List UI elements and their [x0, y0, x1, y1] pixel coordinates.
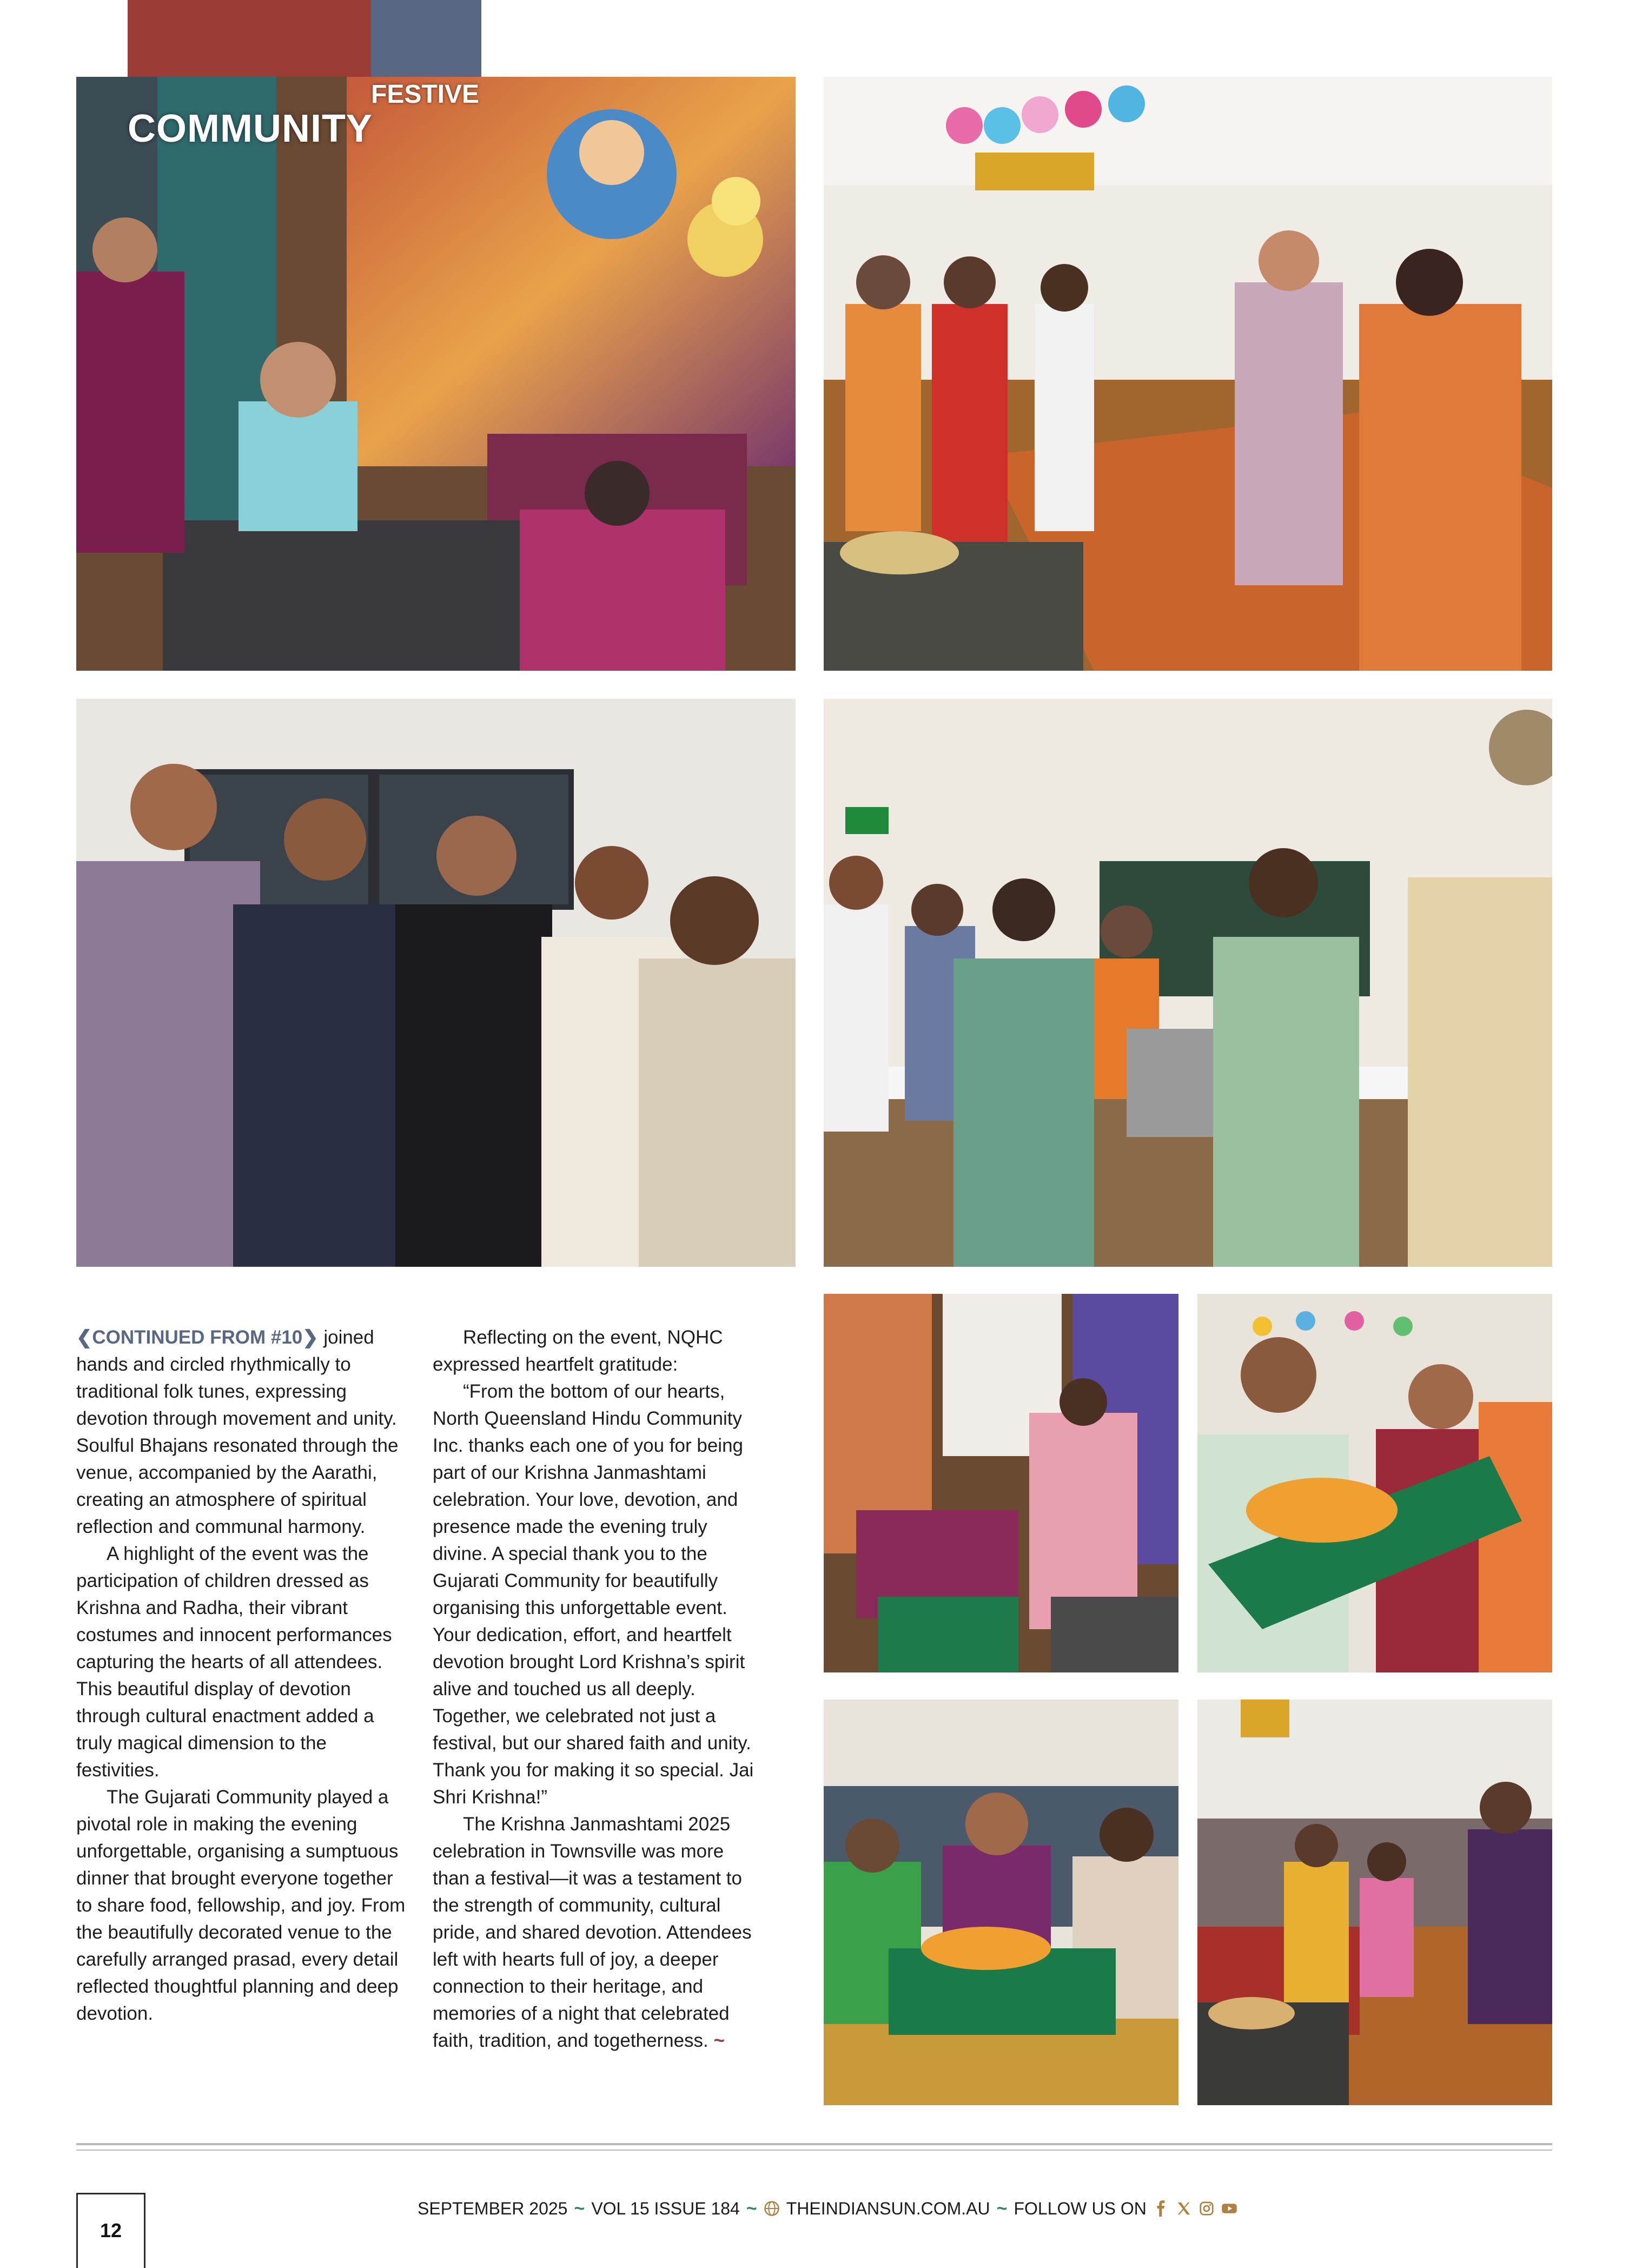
page-number-box — [76, 2193, 145, 2268]
article-paragraph-2: A highlight of the event was the participation of children dressed as Krishna and Radha, their vibrant costumes and innocent performances capturing the hearts of all attendees. This beautiful display of devotion through cultural enactment added a truly magical dimension to the festivities. — [76, 1543, 392, 1781]
footer-info — [418, 2196, 1237, 2221]
photo-men-group — [76, 699, 796, 1267]
website-link[interactable]: THEINDIANSUN.COM.AU — [786, 2198, 990, 2218]
article-paragraph-4: Reflecting on the event, NQHC expressed heartfelt gratitude: — [433, 1327, 723, 1375]
continued-from-link[interactable]: ❮CONTINUED FROM #10❯ — [76, 1327, 319, 1348]
category-label-festive: FESTIVE — [371, 80, 480, 109]
category-label-community: COMMUNITY — [128, 107, 373, 150]
globe-icon — [764, 2200, 780, 2217]
photo-children-crowd — [1197, 1700, 1552, 2105]
separator: ~ — [574, 2198, 585, 2219]
photo-seated-women — [824, 1700, 1178, 2105]
separator: ~ — [996, 2198, 1008, 2219]
footer-rule-thin — [76, 2150, 1552, 2151]
issue-date: SEPTEMBER 2025 — [418, 2198, 568, 2218]
article-quote: “From the bottom of our hearts, North Queensland Hindu Community Inc. thanks each one of you for being part of our Krishna Janmashtami celebration. Your love, devotion, and presence made the evening truly divine. A special thank you to the Gujarati Community for beautifully organising this unforgettable event. Your dedication, effort, and heartfelt devotion brought Lord Krishna’s spirit alive and touched us all deeply. Together, we celebrated not just a festival, but our shared faith and unity. Thank you for making it so special. Jai Shri Krishna!” — [433, 1381, 754, 1808]
photo-cradle-ceremony — [1197, 1294, 1552, 1672]
photo-woman-at-altar — [824, 1294, 1178, 1672]
x-icon[interactable] — [1176, 2200, 1192, 2217]
article-paragraph-3: The Gujarati Community played a pivotal role in making the evening unforgettable, organising a sumptuous dinner that brought everyone together to share food, fellowship, and joy. From the beautifully decorated venue to the carefully arranged prasad, every detail reflected thoughtful planning and deep devotion. — [76, 1787, 406, 2024]
article-column-1 — [76, 1324, 409, 2027]
footer-rule — [76, 2143, 1552, 2145]
end-mark: ~ — [713, 2030, 725, 2051]
youtube-icon[interactable] — [1221, 2200, 1237, 2217]
instagram-icon[interactable] — [1198, 2200, 1215, 2217]
follow-label: FOLLOW US ON — [1014, 2198, 1147, 2218]
page-number: 12 — [100, 2219, 122, 2241]
article-column-2 — [433, 1324, 765, 2054]
separator: ~ — [746, 2198, 757, 2219]
volume-issue: VOL 15 ISSUE 184 — [591, 2198, 740, 2218]
photo-food-preparation — [824, 699, 1552, 1267]
facebook-icon[interactable] — [1153, 2200, 1169, 2217]
article-paragraph-5: The Krishna Janmashtami 2025 celebration in Townsville was more than a festival—it was a testament to the strength of community, cultural pride, and shared devotion. Attendees left with hearts full of joy, a deeper connection to their heritage, and memories of a night that celebrated faith, tradition, and togetherness. ~ — [433, 1814, 752, 2051]
photo-krishna-altar — [76, 77, 796, 671]
photo-prasad-serving — [824, 77, 1552, 671]
article-paragraph-1: ❮CONTINUED FROM #10❯ joined hands and circled rhythmically to traditional folk tunes, expressing devotion through movement and unity. Soulful Bhajans resonated through the venue, accompanied by the Aarathi, creating an atmosphere of spiritual reflection and communal harmony. — [76, 1327, 399, 1537]
